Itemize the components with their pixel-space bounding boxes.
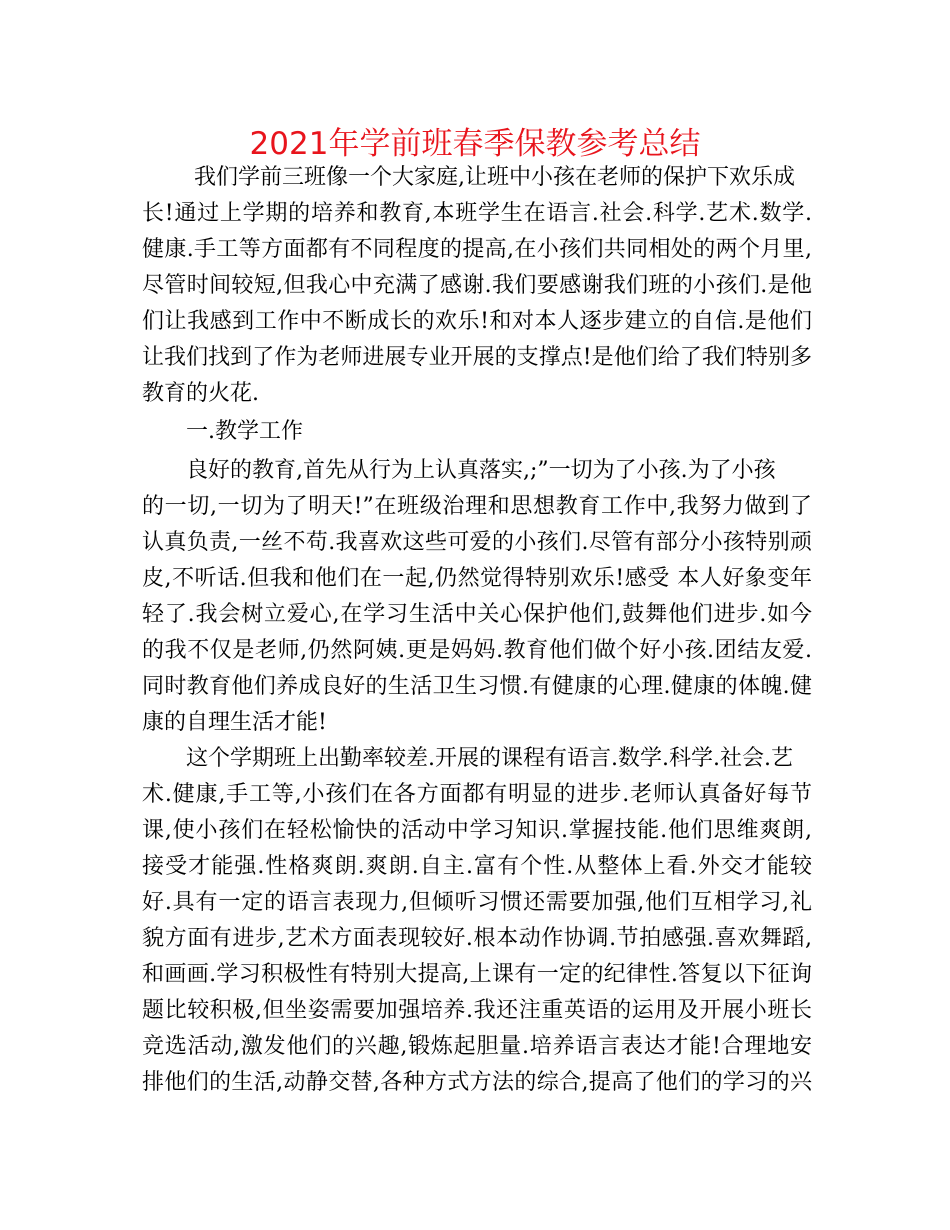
- paragraph-line: 认真负责,一丝不苟.我喜欢这些可爱的小孩们.尽管有部分小孩特别顽: [142, 530, 812, 555]
- paragraph-line: 题比较积极,但坐姿需要加强培养.我还注重英语的运用及开展小班长: [142, 998, 812, 1023]
- paragraph-line: 们让我感到工作中不断成长的欢乐!和对本人逐步建立的自信.是他们: [142, 309, 812, 334]
- paragraph-line: 让我们找到了作为老师进展专业开展的支撑点!是他们给了我们特别多: [142, 345, 812, 370]
- paragraph-line: 和画画.学习积极性有特别大提高,上课有一定的纪律性.答复以下征询: [142, 962, 812, 987]
- paragraph-line: 这个学期班上出勤率较差.开展的课程有语言.数学.科学.社会.艺: [186, 746, 793, 771]
- paragraph-line: 尽管时间较短,但我心中充满了感谢.我们要感谢我们班的小孩们.是他: [142, 273, 812, 298]
- paragraph-line: 术.健康,手工等,小孩们在各方面都有明显的进步.老师认真备好每节: [142, 782, 812, 807]
- paragraph-line: 接受才能强.性格爽朗.爽朗.自主.富有个性.从整体上看.外交才能较: [142, 854, 812, 879]
- document-title: 2021年学前班春季保教参考总结: [249, 126, 701, 162]
- paragraph-line: 皮,不听话.但我和他们在一起,仍然觉得特别欢乐!感受 本人好象变年: [142, 566, 812, 591]
- paragraph-line: 排他们的生活,动静交替,各种方式方法的综合,提高了他们的学习的兴: [142, 1070, 812, 1095]
- paragraph-line: 康的自理生活才能!: [142, 710, 327, 735]
- paragraph-line: 长!通过上学期的培养和教育,本班学生在语言.社会.科学.艺术.数学.: [142, 201, 812, 226]
- paragraph-line: 同时教育他们养成良好的生活卫生习惯.有健康的心理.健康的体魄.健: [142, 674, 812, 699]
- section-heading: 一.教学工作: [186, 419, 303, 444]
- paragraph-line: 教育的火花.: [142, 381, 259, 406]
- paragraph-line: 健康.手工等方面都有不同程度的提高,在小孩们共同相处的两个月里,: [142, 237, 812, 262]
- paragraph-line: 的一切,一切为了明天!”在班级治理和思想教育工作中,我努力做到了: [142, 494, 812, 519]
- paragraph-line: 的我不仅是老师,仍然阿姨.更是妈妈.教育他们做个好小孩.团结友爱.: [142, 638, 812, 663]
- paragraph-line: 好.具有一定的语言表现力,但倾听习惯还需要加强,他们互相学习,礼: [142, 890, 812, 915]
- paragraph-line: 貌方面有进步,艺术方面表现较好.根本动作协调.节拍感强.喜欢舞蹈,: [142, 926, 812, 951]
- paragraph-line: 我们学前三班像一个大家庭,让班中小孩在老师的保护下欢乐成: [194, 165, 795, 190]
- paragraph-line: 课,使小孩们在轻松愉快的活动中学习知识.掌握技能.他们思维爽朗,: [142, 818, 812, 843]
- paragraph-line: 良好的教育,首先从行为上认真落实,;”一切为了小孩.为了小孩: [186, 458, 776, 483]
- paragraph-line: 轻了.我会树立爱心,在学习生活中关心保护他们,鼓舞他们进步.如今: [142, 602, 812, 627]
- paragraph-line: 竞选活动,激发他们的兴趣,锻炼起胆量.培养语言表达才能!合理地安: [142, 1034, 812, 1059]
